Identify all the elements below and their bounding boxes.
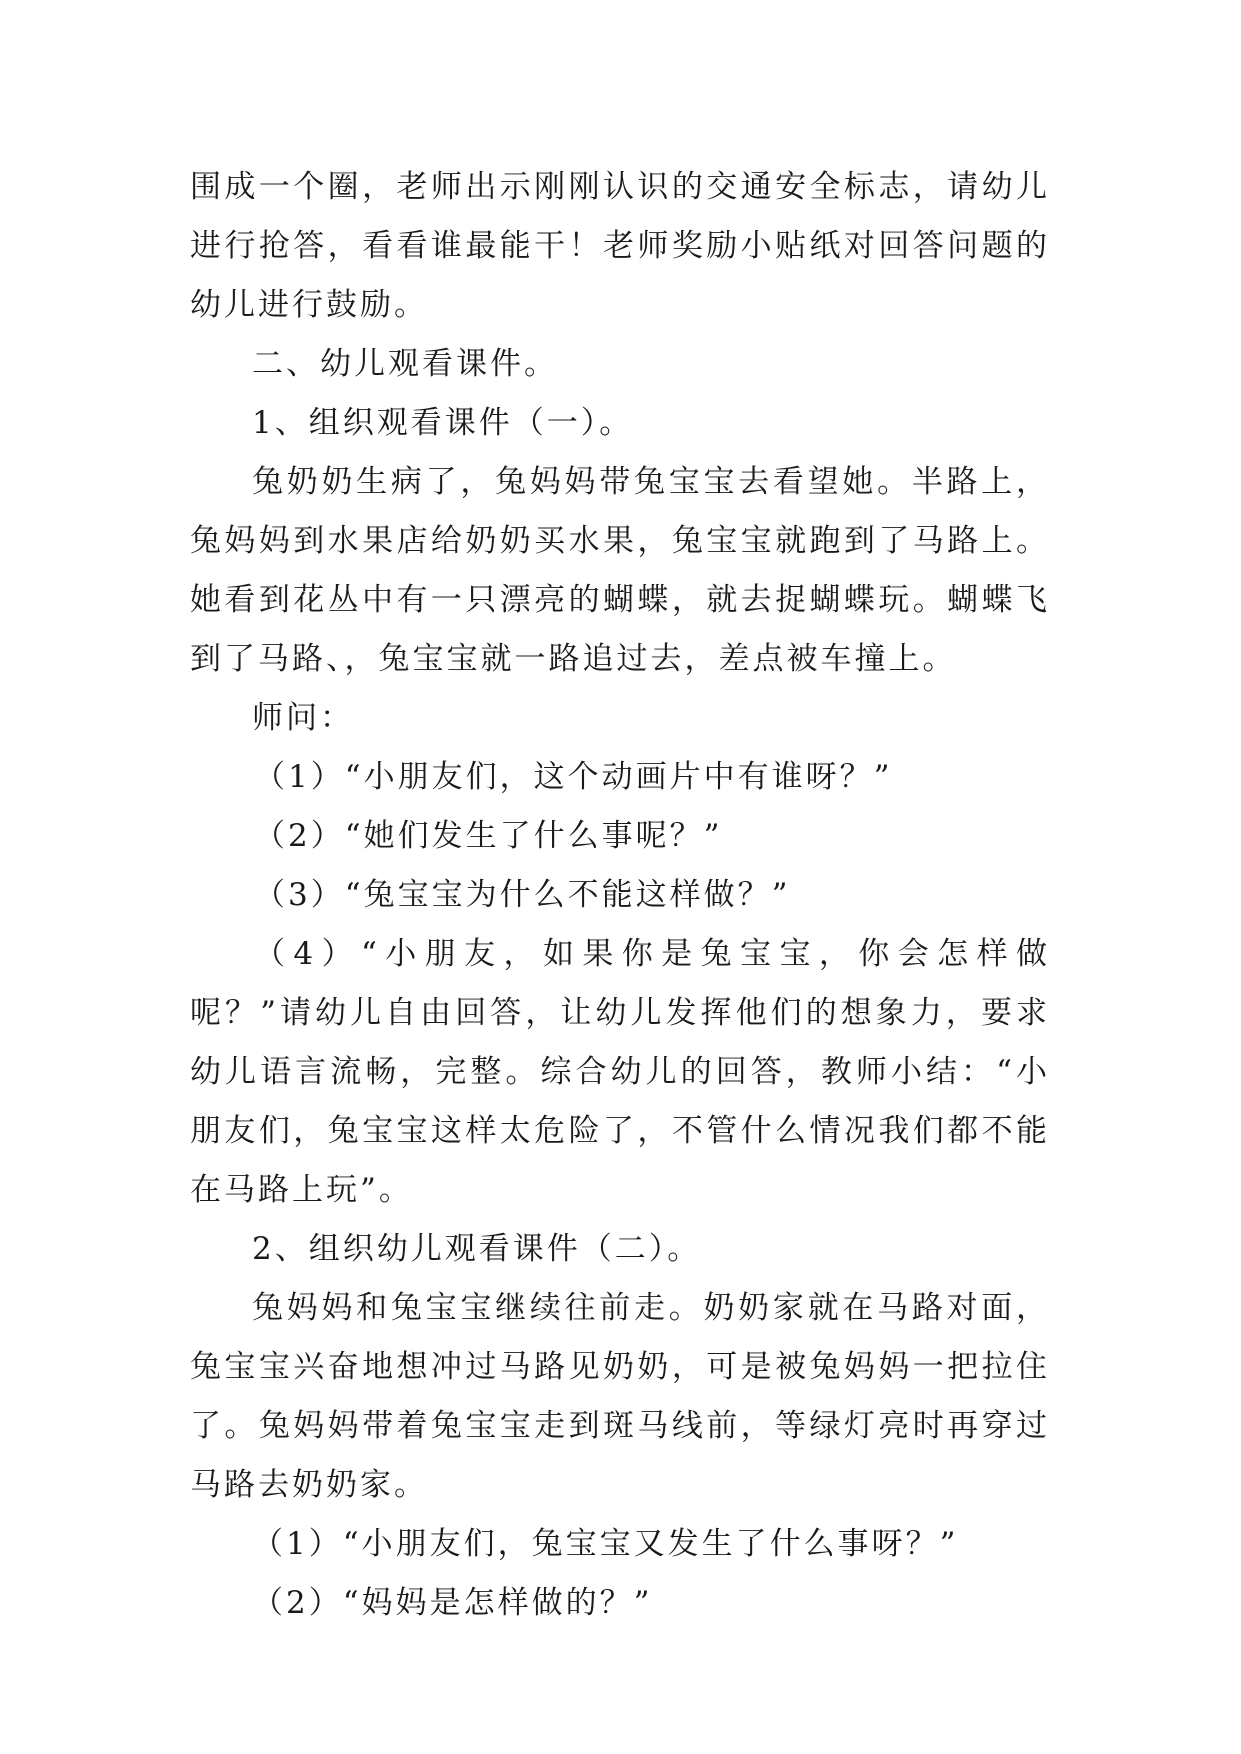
question-2: （2）“她们发生了什么事呢？” [254,818,723,854]
question-4: （4）“小朋友，如果你是兔宝宝，你会怎样做呢？”请幼儿自由回答，让幼儿发挥他们的想象力，要求幼儿语言流畅，完整。综合幼儿的回答，教师小结：“小朋友们，兔宝宝这样太危险了，不管什么情况我们都不能在马路上玩”。 [190,936,1050,1208]
subsection-heading-1: 1、组织观看课件（一）。 [252,405,634,441]
question-2-1: （1）“小朋友们，兔宝宝又发生了什么事呀？” [252,1526,959,1562]
story-paragraph-2: 兔妈妈和兔宝宝继续往前走。奶奶家就在马路对面，兔宝宝兴奋地想冲过马路见奶奶，可是被兔妈妈一把拉住了。兔妈妈带着兔宝宝走到斑马线前，等绿灯亮时再穿过马路去奶奶家。 [190,1290,1050,1503]
question-3: （3）“兔宝宝为什么不能这样做？” [254,877,791,913]
section-heading-2: 二、幼儿观看课件。 [252,346,558,382]
teacher-asks-label: 师问： [252,700,354,736]
story-paragraph-1: 兔奶奶生病了，兔妈妈带兔宝宝去看望她。半路上，兔妈妈到水果店给奶奶买水果，兔宝宝就跑到了马路上。她看到花丛中有一只漂亮的蝴蝶，就去捉蝴蝶玩。蝴蝶飞到了马路、，兔宝宝就一路追过去，差点被车撞上。 [190,464,1050,677]
body-text [190,158,1050,1633]
question-1: （1）“小朋友们，这个动画片中有谁呀？” [254,759,893,795]
subsection-heading-2: 2、组织幼儿观看课件（二）。 [252,1231,702,1267]
question-2-2: （2）“妈妈是怎样做的？” [252,1585,653,1621]
paragraph-continuation: 围成一个圈，老师出示刚刚认识的交通安全标志，请幼儿进行抢答，看看谁最能干！老师奖励小贴纸对回答问题的幼儿进行鼓励。 [190,169,1050,323]
